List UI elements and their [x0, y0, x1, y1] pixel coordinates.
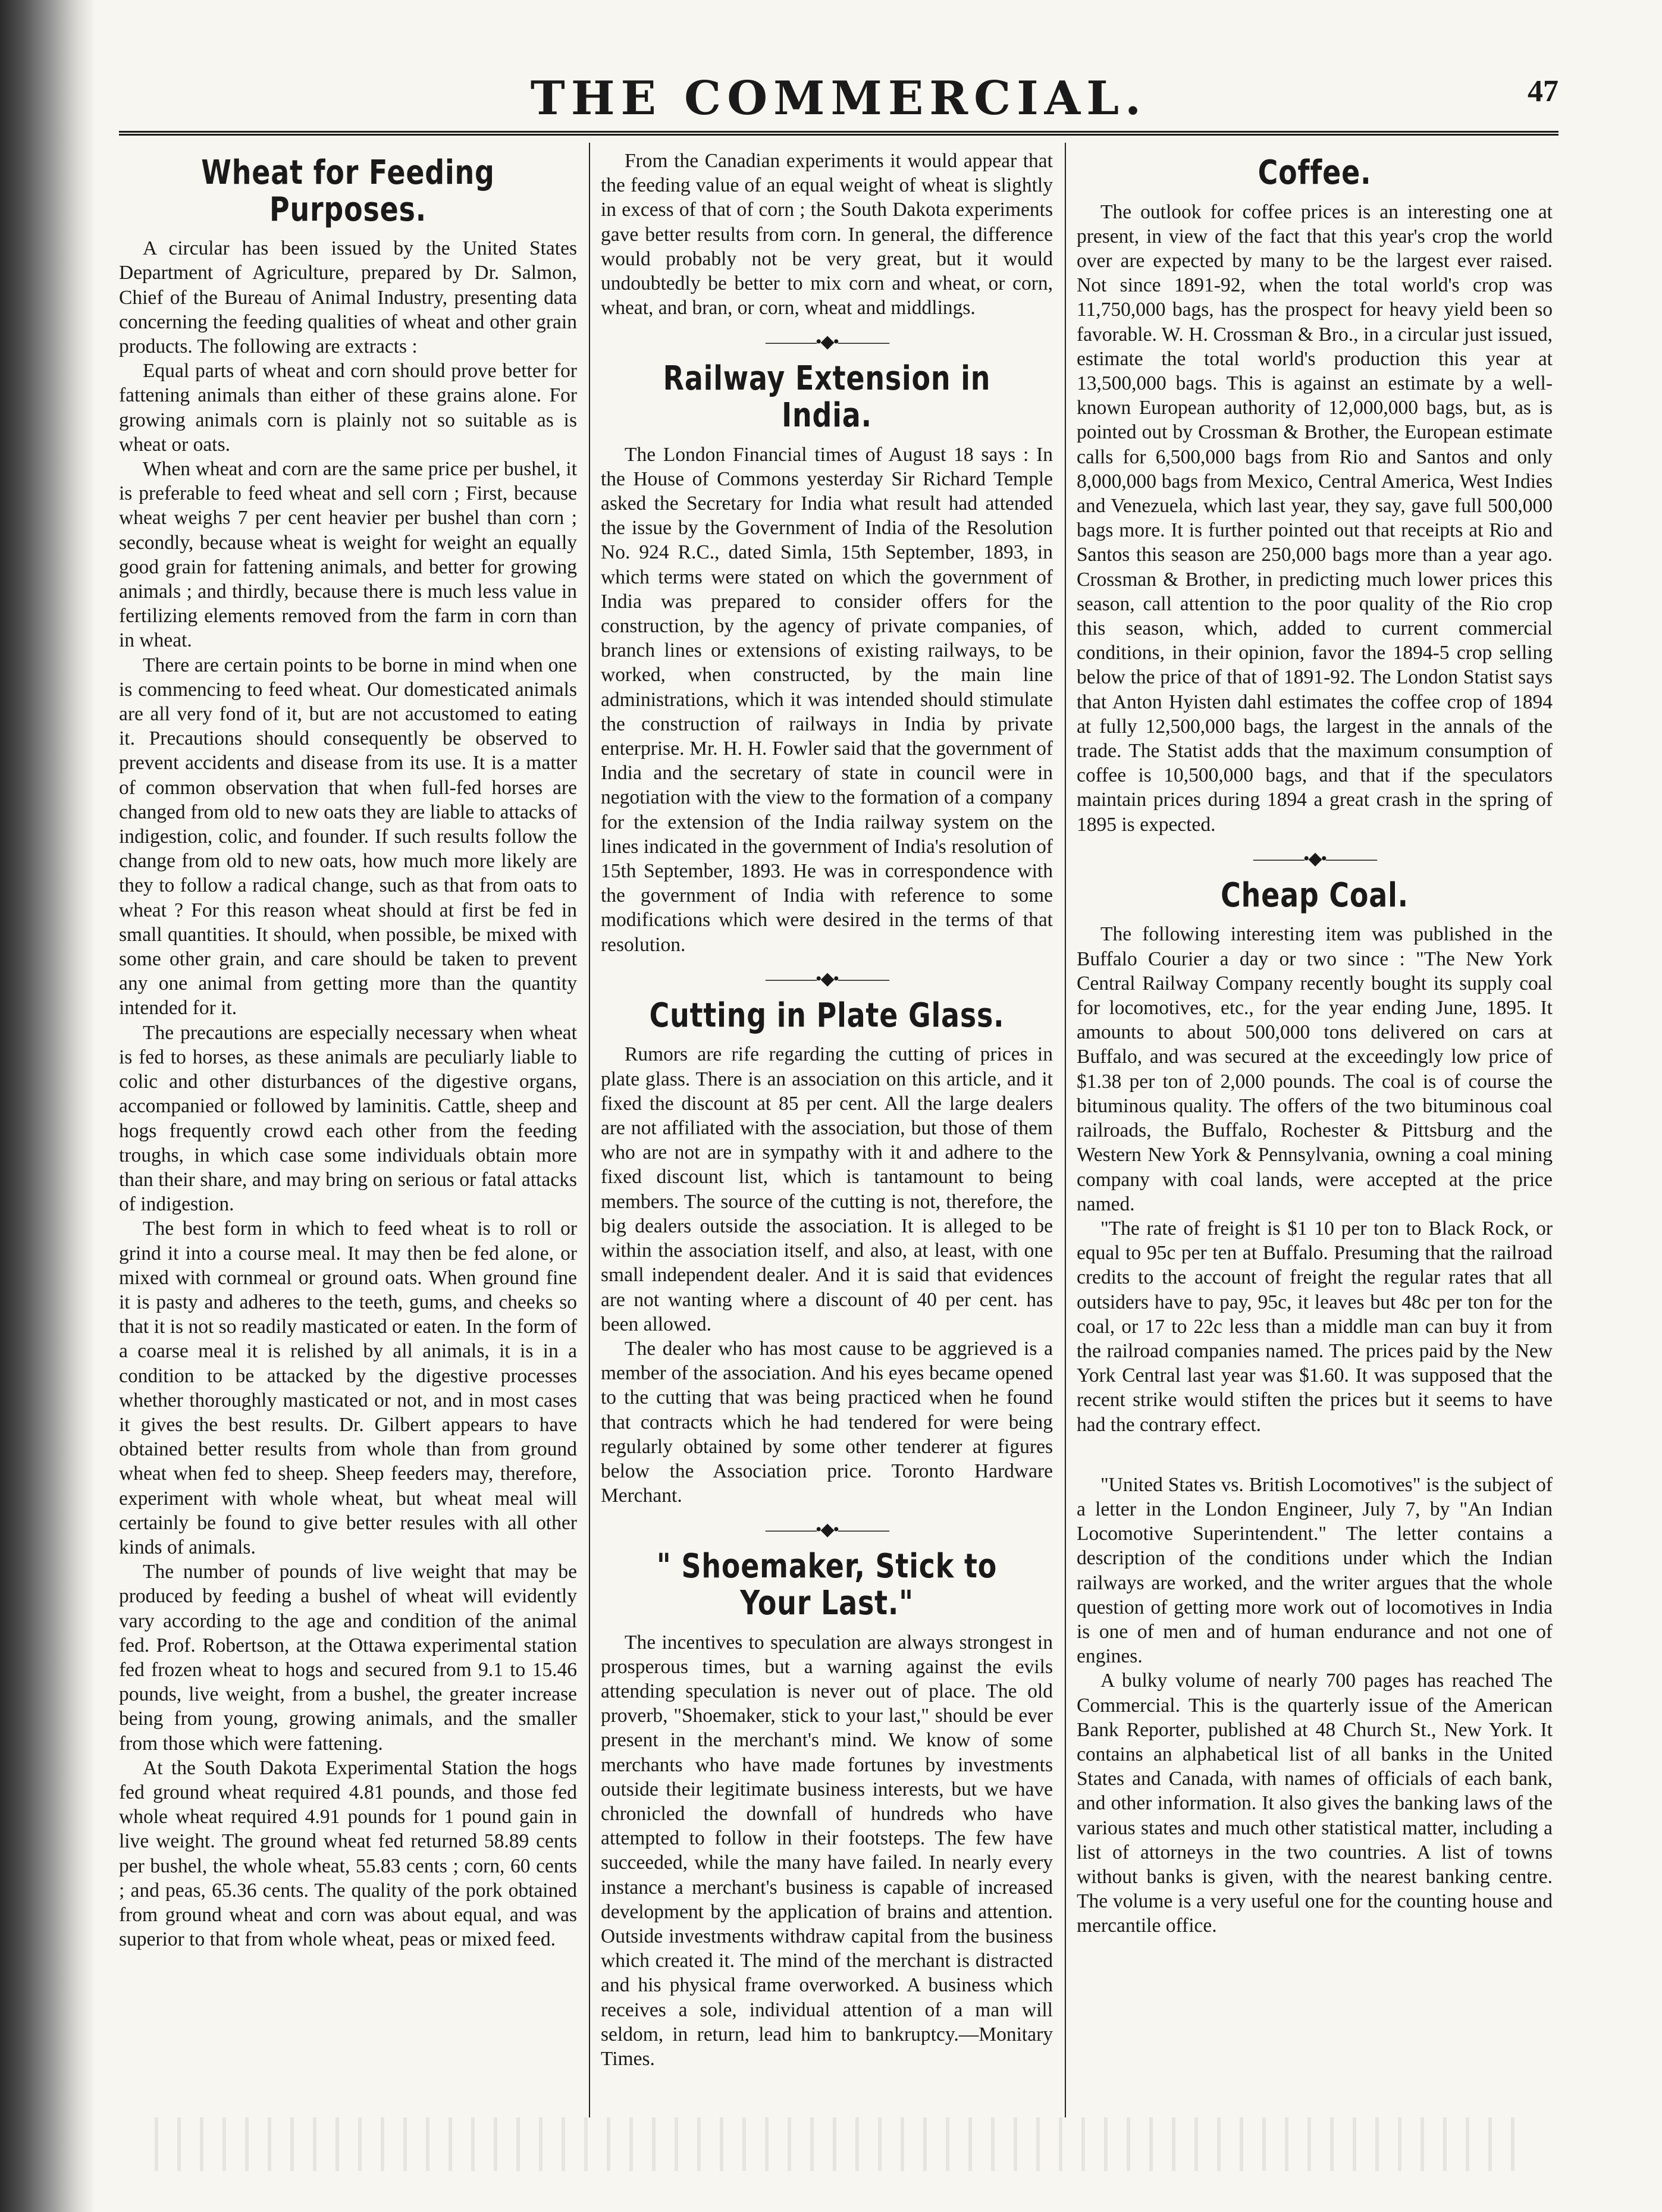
paragraph: A circular has been issued by the United States Department of Agriculture, prepared by Dr. Salmon, Chief of the Bureau of Animal Industry, presenting data concerning the feeding qualities of wheat and other grain products. The following are extracts :: [119, 237, 577, 357]
paragraph: "United States vs. British Locomotives" is the subject of a letter in the London Engineer, July 7, by "An Indian Locomotive Superintendent." The letter contains a description of the conditions under which the Indian railways are worked, and the writer argues that the whole question of getting more work out of locomotives in India is one of men and of human endurance and not one of engines.: [1077, 1473, 1553, 1668]
paragraph: When wheat and corn are the same price per bushel, it is preferable to feed wheat and sell corn ; First, because wheat weighs 7 per cent heavier per bushel than corn ; secondly, because wheat is weight for weight an equally good grain for fattening animals, and better for growing animals ; and thirdly, because there is much less value in fertilizing elements removed from the farm in corn than in wheat.: [119, 458, 577, 652]
paragraph: "The rate of freight is $1 10 per ton to Black Rock, or equal to 95c per ten at Buffalo. Presuming that the railroad credits to the account of freight the regular rates that all outsiders have to pay, 95c, it leaves but 48c per ton for the coal, or 17 to 22c less than a middle man can buy it from the railroad companies named. The prices paid by the New York Central last year was $1.60. It was supposed that the recent strike would stiften the prices but it seems to have had the contrary effect.: [1077, 1217, 1553, 1436]
article-wheat-feeding-continued: [601, 149, 1053, 320]
paragraph: The incentives to speculation are always strongest in prosperous times, but a warning against the evils attending speculation is never out of place. The old proverb, "Shoemaker, stick to your last," should be ever present in the merchant's mind. We know of some merchants who have made fortunes by investments outside their legitimate business interests, but we have chronicled the downfall of hundreds who have attempted to follow in their footsteps. The few have succeeded, while the many have failed. In nearly every instance a merchant's business is capable of increased development by the application of brains and attention. Outside investments withdraw capital from the business which created it. The mind of the merchant is distracted and his physical frame overworked. A business which receives a sole, individual attention of a man will seldom, in return, lead him to bankruptcy.—Monitary Times.: [601, 1631, 1053, 2070]
spacer: [1077, 1437, 1553, 1473]
column-right: [1077, 149, 1553, 2111]
paragraph: The London Financial times of August 18 says : In the House of Commons yesterday Sir Richard Temple asked the Secretary for India what result had attended the issue by the Government of India of the Resolution No. 924 R.C., dated Simla, 15th September, 1893, in which terms were stated on which the government of India was prepared to consider offers for the construction, by the agency of private companies, of branch lines or extensions of existing railways, to be worked, when constructed, by the main line administrations, which it was intended should stimulate the construction of railways in India by private enterprise. Mr. H. H. Fowler said that the government of India and the secretary of state in council were in negotiation with the view to the formation of a company for the extension of the India railway system on the lines indicated in the government of India's resolution of 15th September, 1893. He was in correspondence with the government of India with reference to some modifications which were desired in the terms of that resolution.: [601, 443, 1053, 956]
page-binding-edge: [0, 0, 95, 2212]
article-wheat-feeding: [119, 155, 577, 1951]
column-rule: [589, 143, 590, 2117]
page-header: [119, 65, 1558, 136]
paragraph: The dealer who has most cause to be aggrieved is a member of the association. And his eyes became opened to the cutting that was being practiced when he found that contracts which he had tendered for were being regularly obtained by some other tenderer at figures below the Association price. Toronto Hardware Merchant.: [601, 1337, 1053, 1507]
paragraph: The following interesting item was published in the Buffalo Courier a day or two since : "The New York Central Railway Company recently bought its supply coal for locomotives, etc., for the year ending June, 1895. It amounts to about 500,000 tons delivered on cars at Buffalo, and was secured at the exceedingly low price of $1.38 per ton of 2,000 pounds. The coal is of course the bituminous quality. The offers of the two bituminous coal railroads, the Buffalo, Rochester & Pittsburg and the Western New York & Pennsylvania, owning a coal mining company with coal lands, were accepted at the price named.: [1077, 923, 1553, 1215]
headline: Railway Extension in India.: [663, 359, 991, 435]
article-coffee: [1077, 155, 1553, 837]
article-railway-india: [601, 360, 1053, 956]
column-left: [119, 149, 577, 2111]
article-shoemaker: [601, 1548, 1053, 2071]
article-separator: ———•◆•———: [765, 968, 889, 989]
article-plate-glass: [601, 997, 1053, 1508]
article-separator: ———•◆•———: [765, 1520, 889, 1540]
paragraph: At the South Dakota Experimental Station the hogs fed ground wheat required 4.81 pounds, and those fed whole wheat required 4.91 pounds for 1 pound gain in live weight. The ground wheat fed returned 58.89 cents per bushel, the whole wheat, 55.83 cents ; corn, 60 cents ; and peas, 65.36 cents. The quality of the pork obtained from ground wheat and corn was about equal, and was superior to that from whole wheat, peas or mixed feed.: [119, 1756, 577, 1951]
paragraph: There are certain points to be borne in mind when one is commencing to feed wheat. Our domesticated animals are all very fond of it, but are not accustomed to eating it. Precautions should consequently be observed to prevent accidents and disease from its use. It is a matter of common observation that when full-fed horses are changed from old to new oats they are liable to attacks of indigestion, colic, and founder. If such results follow the change from old to new oats, how much more likely are they to follow a radical change, such as that from oats to wheat ? For this reason wheat should at first be fed in small quantities. It should, when possible, be mixed with some other grain, and care should be taken to prevent any one animal from getting more than the quantity intended for it.: [119, 654, 577, 1019]
masthead: THE COMMERCIAL.: [530, 71, 1147, 125]
print-smudge: [155, 2117, 1523, 2171]
column-rule: [1065, 143, 1066, 2117]
article-separator: ———•◆•———: [765, 332, 889, 352]
paragraph: Equal parts of wheat and corn should prove better for fattening animals than either of these grains alone. For growing animals corn is plainly not so suitable as is wheat or oats.: [119, 360, 577, 456]
paragraph: The best form in which to feed wheat is to roll or grind it into a course meal. It may then be fed alone, or mixed with cornmeal or ground oats. When ground fine it is pasty and adheres to the teeth, gums, and cheeks so that it is not so readily masticated or eaten. In the form of a coarse meal it is relished by all animals, it is in a condition to be attacked by the digestive processes whether thoroughly masticated or not, and in most cases it gives the best results. Dr. Gilbert appears to have obtained better results from whole than from ground wheat when fed to sheep. Sheep feeders may, therefore, experiment with whole wheat, but wheat meal will certainly be found to give better resules with all other kinds of animals.: [119, 1218, 577, 1558]
paragraph: From the Canadian experiments it would appear that the feeding value of an equal weight of wheat is slightly in excess of that of corn ; the South Dakota experiments gave better results from corn. In general, the difference would probably not be very great, but it would undoubtedly be better to mix corn and wheat, or corn, wheat, and bran, or corn, wheat and middlings.: [601, 150, 1053, 319]
headline: Cutting in Plate Glass.: [649, 996, 1005, 1035]
headline: Wheat for Feeding Purposes.: [201, 153, 495, 229]
paragraph: The precautions are especially necessary when wheat is fed to horses, as these animals are peculiarly liable to colic and other disturbances of the digestive organs, accompanied or followed by laminitis. Cattle, sheep and hogs frequently crowd each other from the feeding troughs, in which case some individuals obtain more than their share, and may bring on serious or fatal attacks of indigestion.: [119, 1021, 577, 1216]
paragraph: Rumors are rife regarding the cutting of prices in plate glass. There is an association on this article, and it fixed the discount at 85 per cent. All the large dealers are not affiliated with the association, but those of them who are not are in sympathy with it and adhere to the fixed discount list, which is tantamount to being members. The source of the cutting is not, therefore, the big dealers outside the association. It is alleged to be within the association itself, and also, at least, with one small independent dealer. And it is said that evidences are not wanting where a discount of 40 per cent. has been allowed.: [601, 1043, 1053, 1335]
headline: Cheap Coal.: [1221, 876, 1409, 915]
article-separator: ———•◆•———: [1253, 848, 1376, 868]
article-bank-reporter: [1077, 1668, 1553, 1938]
paragraph: A bulky volume of nearly 700 pages has reached The Commercial. This is the quarterly issue of the American Bank Reporter, published at 48 Church St., New York. It contains an alphabetical list of all banks in the United States and Canada, with names of officials of each bank, and other information. It also gives the banking laws of the various states and much other statistical matter, including a list of attorneys in the two countries. A list of towns without banks is given, with the nearest banking centre. The volume is a very useful one for the counting house and mercantile office.: [1077, 1670, 1553, 1937]
headline: " Shoemaker, Stick to Your Last.": [656, 1547, 998, 1623]
article-cheap-coal: [1077, 877, 1553, 1437]
paragraph: The outlook for coffee prices is an interesting one at present, in view of the fact that this year's crop the world over are expected by many to be the largest ever raised. Not since 1891-92, when the total world's crop was 11,750,000 bags, has the prospect for heavy yield been so favorable. W. H. Crossman & Bro., in a circular just issued, estimate the total world's production this year at 13,500,000 bags. This is against an estimate by a well-known European authority of 12,000,000 bags, but, as is pointed out by Crossman & Brother, the European estimate calls for 6,500,000 bags from Rio and Santos and only 8,000,000 bags from Mexico, Central America, West Indies and Venezuela, which last year, they say, gave full 500,000 bags more. It is further pointed out that receipts at Rio and Santos this season are 250,000 bags more than a year ago. Crossman & Brother, in predicting much lower prices this season, call attention to the poor quality of the Rio crop this season, which, added to current commercial conditions, in their opinion, favor the 1894-5 crop selling below the price of that of 1891-92. The London Statist says that Anton Hyisten dahl estimates the coffee crop of 1894 at fully 12,500,000 bags, the largest in the annals of the trade. The Statist adds that the maximum consumption of coffee is 10,500,000 bags, and that if the speculators maintain prices during 1894 a great crash in the spring of 1895 is expected.: [1077, 200, 1553, 836]
paragraph: The number of pounds of live weight that may be produced by feeding a bushel of wheat will evidently vary according to the age and condition of the animal fed. Prof. Robertson, at the Ottawa experimental station fed frozen wheat to hogs and secured from 9.1 to 15.46 pounds, live weight, from a bushel, the greater increase being from young, growing animals, and the smaller from those which were fattening.: [119, 1561, 577, 1755]
page-number: 47: [1528, 74, 1558, 108]
column-middle: [601, 149, 1053, 2111]
article-locomotives: [1077, 1473, 1553, 1669]
headline: Coffee.: [1258, 153, 1372, 192]
